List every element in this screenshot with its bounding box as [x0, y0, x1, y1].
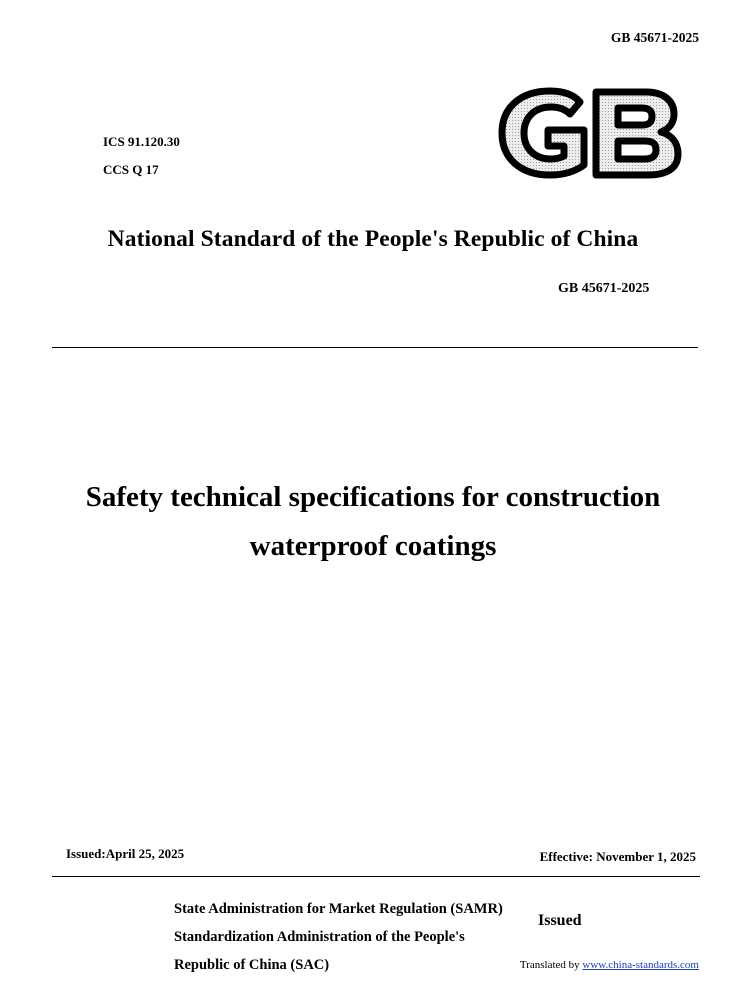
- issuer-sac-line-2: Republic of China (SAC): [174, 957, 330, 973]
- issued-date: Issued:April 25, 2025: [66, 846, 185, 861]
- translated-by-note: [520, 959, 699, 971]
- issued-label: Issued: [538, 912, 582, 929]
- ccs-code: CCS Q 17: [103, 162, 159, 177]
- national-standard-title: National Standard of the People's Republic of China: [107, 226, 639, 252]
- document-title-line-1: Safety technical specifications for construction: [85, 481, 661, 513]
- document-title-line-2: waterproof coatings: [249, 530, 497, 562]
- issuer-sac-line-1: Standardization Administration of the People's: [174, 929, 465, 945]
- gb-logo: [496, 86, 682, 180]
- translator-website-link[interactable]: www.china-standards.com: [582, 959, 699, 971]
- effective-date: Effective: November 1, 2025: [539, 849, 696, 864]
- ics-code: ICS 91.120.30: [103, 134, 180, 149]
- translated-by-prefix: Translated by: [519, 959, 583, 971]
- header-standard-code: GB 45671-2025: [610, 30, 699, 45]
- bottom-divider: [52, 876, 700, 877]
- top-divider: [52, 347, 698, 348]
- document-title: [0, 473, 746, 571]
- issuer-samr: State Administration for Market Regulation (SAMR): [174, 901, 503, 917]
- standard-code: GB 45671-2025: [558, 281, 650, 296]
